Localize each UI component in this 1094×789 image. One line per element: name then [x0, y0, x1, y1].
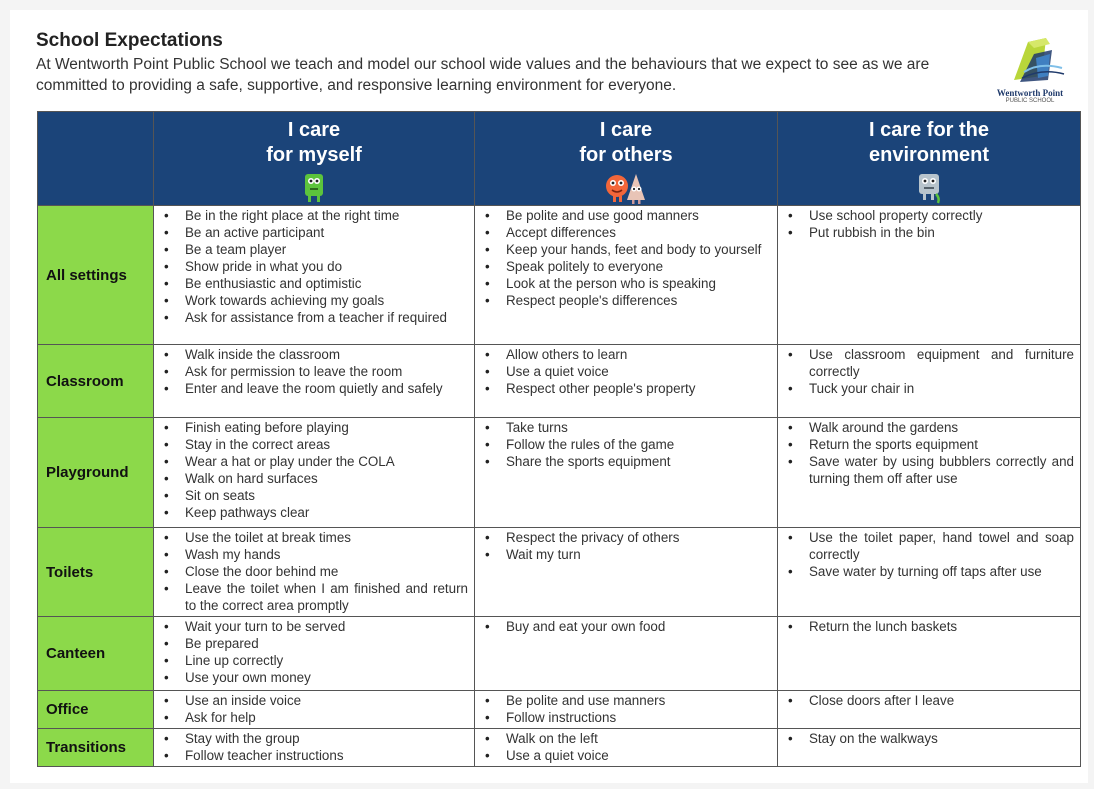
list-item: • Return the sports equipment — [784, 436, 1074, 453]
column-header-line: for others — [579, 144, 673, 166]
list-item: • Walk on the left — [481, 730, 771, 747]
list-item: • Line up correctly — [160, 652, 468, 669]
list-item: • Buy and eat your own food — [481, 618, 771, 635]
list-item: • Wait your turn to be served — [160, 618, 468, 635]
list-item: • Use the toilet at break times — [160, 529, 468, 546]
table-row — [38, 345, 1081, 418]
list-item: • Stay with the group — [160, 730, 468, 747]
table-row — [38, 729, 1081, 767]
green-monster-icon — [301, 170, 327, 204]
list-item: • Walk inside the classroom — [160, 346, 468, 363]
logo-subtitle: PUBLIC SCHOOL — [1005, 98, 1055, 104]
list-item: • Walk on hard surfaces — [160, 470, 468, 487]
table-row — [38, 418, 1081, 528]
expectations-table — [37, 111, 1081, 767]
list-item: • Wear a hat or play under the COLA — [160, 453, 468, 470]
list-item: • Save water by turning off taps after use — [784, 563, 1074, 580]
column-header-myself — [154, 112, 475, 206]
intro-paragraph: At Wentworth Point Public School we teach and model our school wide values and the behaviours that we expect to see as we are committed to providing a safe, supportive, and responsive learning environment for everyone. — [36, 56, 930, 94]
cell-myself — [154, 617, 475, 691]
table-row — [38, 617, 1081, 691]
setting-label: Classroom — [38, 345, 154, 418]
list-item: • Work towards achieving my goals — [160, 292, 468, 309]
list-item: • Speak politely to everyone — [481, 258, 771, 275]
school-logo-icon — [984, 32, 1076, 88]
cell-environment — [778, 617, 1081, 691]
list-item: • Follow teacher instructions — [160, 747, 468, 764]
list-item: • Finish eating before playing — [160, 419, 468, 436]
column-header-line: I care — [599, 119, 653, 141]
list-item: • Save water by using bubblers correctly and turning them off after use — [784, 453, 1074, 487]
table-row — [38, 206, 1081, 345]
list-item: • Wash my hands — [160, 546, 468, 563]
list-item: • Tuck your chair in — [784, 380, 1074, 397]
setting-label: Office — [38, 691, 154, 729]
list-item: • Ask for assistance from a teacher if required — [160, 309, 468, 326]
school-logo — [984, 32, 1076, 112]
list-item: • Be polite and use good manners — [481, 207, 771, 224]
list-item: • Close doors after I leave — [784, 692, 1074, 709]
list-item: • Respect other people's property — [481, 380, 771, 397]
cell-others — [475, 206, 778, 345]
cell-others — [475, 528, 778, 617]
list-item: • Accept differences — [481, 224, 771, 241]
list-item: • Be in the right place at the right time — [160, 207, 468, 224]
cell-others — [475, 345, 778, 418]
list-item: • Use classroom equipment and furniture correctly — [784, 346, 1074, 380]
list-item: • Use school property correctly — [784, 207, 1074, 224]
setting-label: Transitions — [38, 729, 154, 767]
list-item: • Use your own money — [160, 669, 468, 686]
list-item: • Enter and leave the room quietly and safely — [160, 380, 468, 397]
setting-label: Canteen — [38, 617, 154, 691]
table-header-row — [38, 112, 1081, 206]
grey-monster-icon — [914, 170, 944, 204]
cell-myself — [154, 418, 475, 528]
list-item: • Respect people's differences — [481, 292, 771, 309]
cell-myself — [154, 528, 475, 617]
list-item: • Share the sports equipment — [481, 453, 771, 470]
list-item: • Use a quiet voice — [481, 747, 771, 764]
cell-myself — [154, 691, 475, 729]
cell-environment — [778, 206, 1081, 345]
list-item: • Use an inside voice — [160, 692, 468, 709]
list-item: • Keep your hands, feet and body to yourself — [481, 241, 771, 258]
cell-others — [475, 729, 778, 767]
list-item: • Walk around the gardens — [784, 419, 1074, 436]
setting-label: Playground — [38, 418, 154, 528]
cell-myself — [154, 206, 475, 345]
cell-myself — [154, 729, 475, 767]
logo-name: Wentworth Point — [996, 88, 1064, 98]
header-corner — [38, 112, 154, 206]
list-item: • Follow instructions — [481, 709, 771, 726]
list-item: • Put rubbish in the bin — [784, 224, 1074, 241]
cell-environment — [778, 418, 1081, 528]
cell-environment — [778, 345, 1081, 418]
cell-others — [475, 617, 778, 691]
cell-myself — [154, 345, 475, 418]
cell-others — [475, 418, 778, 528]
list-item: • Sit on seats — [160, 487, 468, 504]
list-item: • Use the toilet paper, hand towel and soap correctly — [784, 529, 1074, 563]
column-header-environment — [778, 112, 1081, 206]
list-item: • Be a team player — [160, 241, 468, 258]
list-item: • Show pride in what you do — [160, 258, 468, 275]
list-item: • Stay in the correct areas — [160, 436, 468, 453]
list-item: • Close the door behind me — [160, 563, 468, 580]
list-item: • Keep pathways clear — [160, 504, 468, 521]
orange-monsters-icon — [603, 170, 649, 204]
list-item: • Take turns — [481, 419, 771, 436]
column-header-line: I care — [287, 119, 341, 141]
list-item: • Follow the rules of the game — [481, 436, 771, 453]
column-header-line: for myself — [266, 144, 362, 166]
cell-environment — [778, 691, 1081, 729]
table-row — [38, 528, 1081, 617]
list-item: • Leave the toilet when I am finished and return to the correct area promptly — [160, 580, 468, 614]
list-item: • Ask for permission to leave the room — [160, 363, 468, 380]
list-item: • Respect the privacy of others — [481, 529, 771, 546]
list-item: • Be polite and use manners — [481, 692, 771, 709]
setting-label: Toilets — [38, 528, 154, 617]
list-item: • Look at the person who is speaking — [481, 275, 771, 292]
column-header-line: I care for the — [868, 119, 990, 141]
cell-environment — [778, 729, 1081, 767]
document-page — [10, 10, 1088, 783]
list-item: • Be prepared — [160, 635, 468, 652]
list-item: • Be enthusiastic and optimistic — [160, 275, 468, 292]
list-item: • Stay on the walkways — [784, 730, 1074, 747]
setting-label: All settings — [38, 206, 154, 345]
list-item: • Ask for help — [160, 709, 468, 726]
list-item: • Wait my turn — [481, 546, 771, 563]
column-header-line: environment — [868, 144, 990, 166]
list-item: • Use a quiet voice — [481, 363, 771, 380]
list-item: • Return the lunch baskets — [784, 618, 1074, 635]
table-row — [38, 691, 1081, 729]
cell-others — [475, 691, 778, 729]
page-title: School Expectations — [36, 30, 223, 51]
list-item: • Allow others to learn — [481, 346, 771, 363]
cell-environment — [778, 528, 1081, 617]
list-item: • Be an active participant — [160, 224, 468, 241]
column-header-others — [475, 112, 778, 206]
